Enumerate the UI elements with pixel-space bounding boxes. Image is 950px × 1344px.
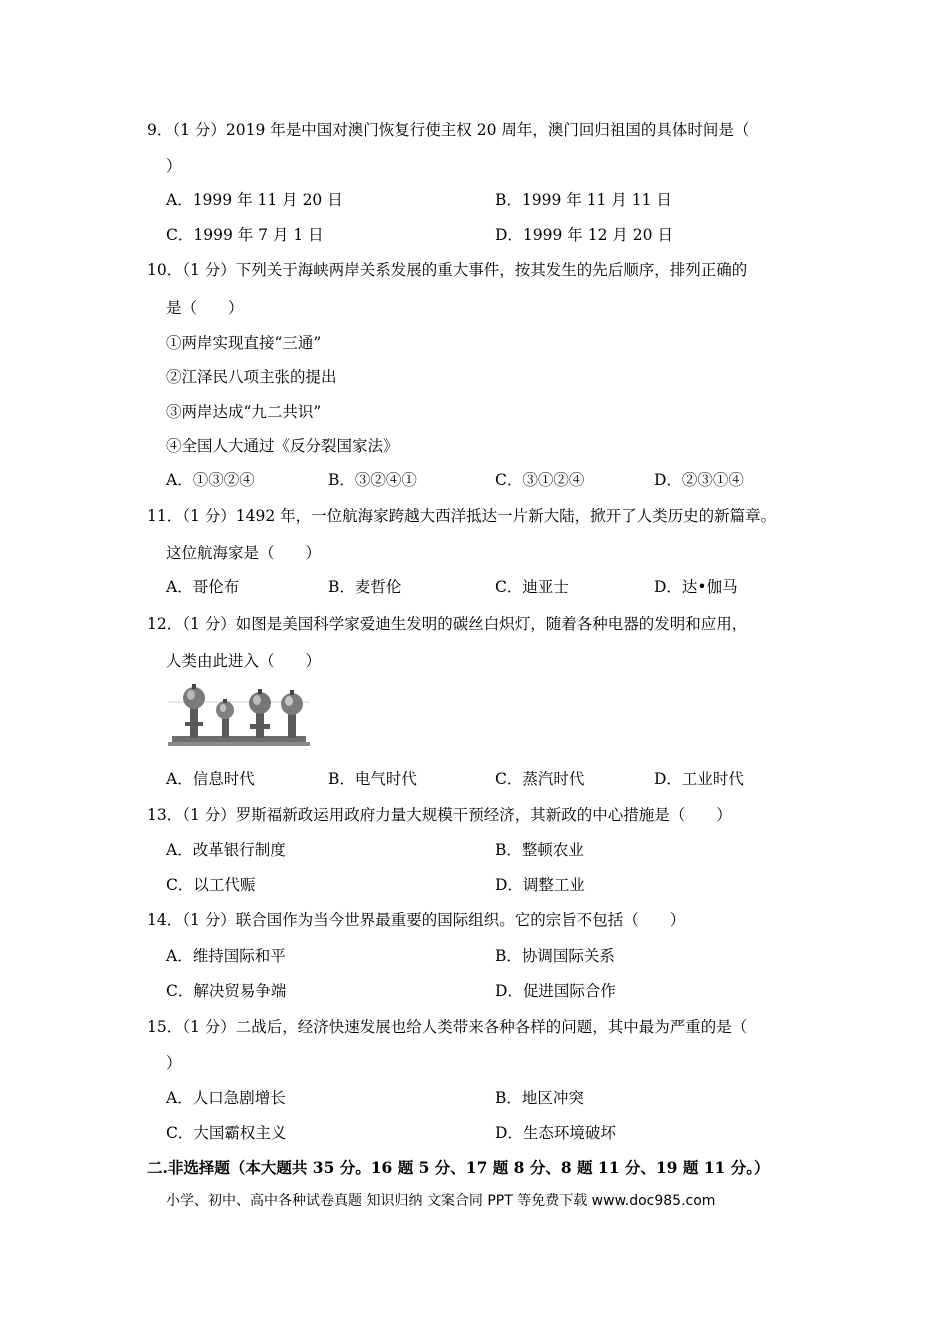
q13-stem: 13．（1 分）罗斯福新政运用政府力量大规模干预经济，其新政的中心措施是（ ） [147,806,732,824]
q12-stem-line1: 12．（1 分）如图是美国科学家爱迪生发明的碳丝白炽灯，随着各种电器的发明和应用， [147,615,748,633]
q11-option-d: D．达•伽马 [654,578,738,596]
q9-option-b: B．1999 年 11 月 11 日 [495,191,672,209]
q10-item-2: ②江泽民八项主张的提出 [166,368,337,386]
q10-option-c: C．③①②④ [495,471,585,489]
q10-stem-line1: 10．（1 分）下列关于海峡两岸关系发展的重大事件，按其发生的先后顺序，排列正确的 [147,261,748,279]
q9-option-c: C．1999 年 7 月 1 日 [166,226,324,244]
q15-stem-line1: 15．（1 分）二战后，经济快速发展也给人类带来各种各样的问题，其中最为严重的是（ [147,1018,748,1036]
q14-option-c: C．解决贸易争端 [166,982,287,1000]
q15-option-b: B．地区冲突 [495,1089,584,1107]
q9-option-a: A．1999 年 11 月 20 日 [166,191,343,209]
q10-option-b: B．③②④① [328,471,417,489]
q11-option-a: A．哥伦布 [166,578,240,596]
q13-option-d: D．调整工业 [495,876,585,894]
q15-option-c: C．大国霸权主义 [166,1124,287,1142]
q13-option-a: A．改革银行制度 [166,841,286,859]
q14-stem: 14．（1 分）联合国作为当今世界最重要的国际组织。它的宗旨不包括（ ） [147,911,686,929]
q10-item-3: ③两岸达成“九二共识” [166,403,322,421]
q12-option-a: A．信息时代 [166,770,255,788]
q10-stem-line2: 是（ ） [166,299,244,317]
q9-stem-line1: 9．（1 分）2019 年是中国对澳门恢复行使主权 20 周年，澳门回归祖国的具体时间是（ [147,121,750,139]
q10-item-4: ④全国人大通过《反分裂国家法》 [166,437,399,455]
q15-stem-line2: ） [166,1054,182,1072]
q10-item-1: ①两岸实现直接“三通” [166,334,322,352]
q12-stem-line2: 人类由此进入（ ） [166,652,322,670]
q13-option-b: B．整顿农业 [495,841,584,859]
q11-option-c: C．迪亚士 [495,578,569,596]
q14-option-b: B．协调国际关系 [495,947,615,965]
q10-option-a: A．①③②④ [166,471,255,489]
q10-option-d: D．②③①④ [654,471,744,489]
q13-option-c: C．以工代赈 [166,876,256,894]
page-footer: 小学、初中、高中各种试卷真题 知识归纳 文案合同 PPT 等免费下载 www.doc985.com [166,1193,716,1209]
q15-option-d: D．生态环境破坏 [495,1124,616,1142]
q11-stem-line1: 11．（1 分）1492 年，一位航海家跨越大西洋抵达一片新大陆，掀开了人类历史的新篇章。 [147,507,777,525]
q9-stem-line2: ） [166,157,182,175]
q9-option-d: D．1999 年 12 月 20 日 [495,226,673,244]
incandescent-lamps-image [168,682,310,750]
q11-stem-line2: 这位航海家是（ ） [166,544,322,562]
q12-option-b: B．电气时代 [328,770,417,788]
q11-option-b: B．麦哲伦 [328,578,402,596]
q12-option-c: C．蒸汽时代 [495,770,585,788]
q15-option-a: A．人口急剧增长 [166,1089,286,1107]
section-2-heading: 二.非选择题（本大题共 35 分。16 题 5 分、17 题 8 分、8 题 11 分、19 题 11 分。） [147,1158,770,1177]
q14-option-a: A．维持国际和平 [166,947,286,965]
q12-option-d: D．工业时代 [654,770,744,788]
q14-option-d: D．促进国际合作 [495,982,616,1000]
